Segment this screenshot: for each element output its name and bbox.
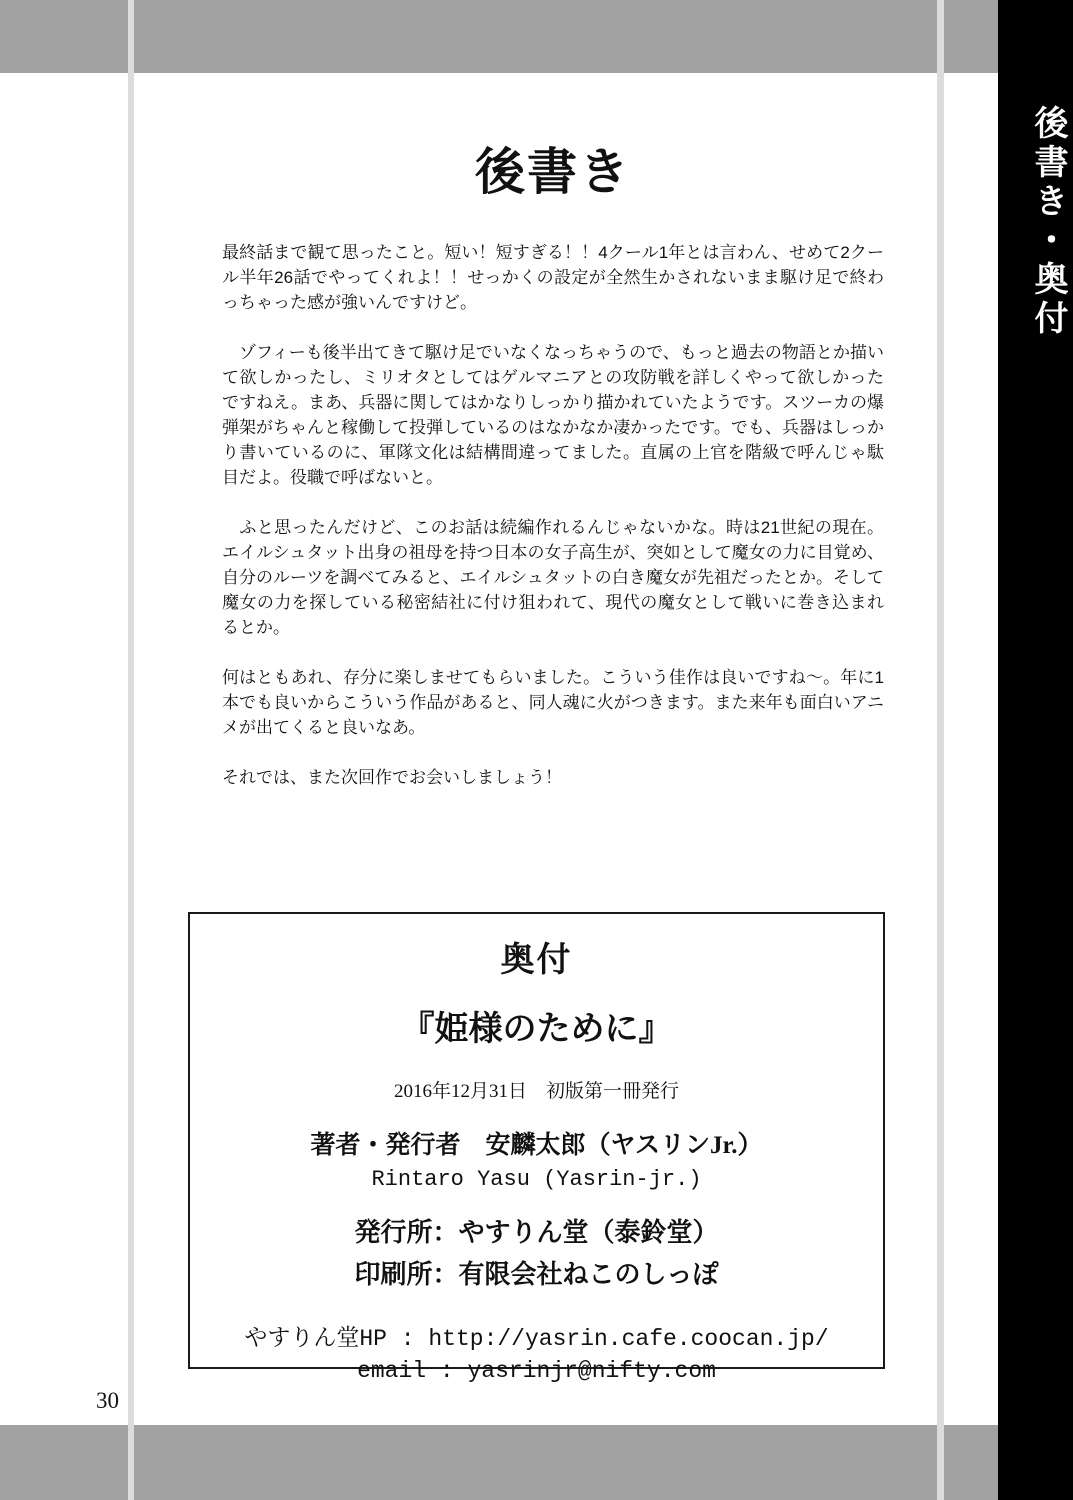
top-gray-band	[0, 0, 998, 73]
bottom-gray-band	[0, 1425, 998, 1500]
chapter-side-tab-label: 後書き・奥付	[1029, 105, 1067, 339]
afterword-paragraph: それでは、また次回作でお会いしましょう！	[222, 768, 562, 787]
left-margin-rule	[128, 0, 134, 1500]
afterword-paragraph: ゾフィーも後半出てきて駆け足でいなくなっちゃうので、もっと過去の物語とか描いて欲しかったし、ミリオタとしてはゲルマニアとの攻防戦を詳しくやって欲しかったですねえ。まあ、兵器に関してはかなりしっかり描かれていたようです。スツーカの爆弾架がちゃんと稼働して投弾しているのはなかなか凄かったです。でも、兵器はしっかり書いているのに、軍隊文化は結構間違ってました。直属の上官を階級で呼んじゃ駄目だよ。役職で呼ばないと。	[222, 343, 884, 487]
colophon-author-romaji: Rintaro Yasu (Yasrin-jr.)	[371, 1167, 702, 1192]
colophon-box	[188, 912, 885, 1384]
colophon-website-url: やすりん堂HP : http://yasrin.cafe.coocan.jp/	[244, 1326, 829, 1352]
afterword-paragraph: ふと思ったんだけど、このお話は続編作れるんじゃないかな。時は21世紀の現在。エイルシュタット出身の祖母を持つ日本の女子高生が、突如として魔女の力に目覚め、自分のルーツを調べてみると、エイルシュタットの白き魔女が先祖だったとか。そして魔女の力を探している秘密結社に付け狙われて、現代の魔女として戦いに巻き込まれるとか。	[222, 518, 884, 637]
colophon-publisher: 発行所：やすりん堂（泰鈴堂）	[354, 1217, 719, 1247]
colophon-printer: 印刷所：有限会社ねこのしっぽ	[354, 1259, 719, 1289]
colophon-edition-date: 2016年12月31日 初版第一冊発行	[393, 1081, 679, 1102]
colophon-heading: 奥付	[500, 941, 573, 979]
colophon-email-address: email : yasrinjr@nifty.com	[357, 1358, 716, 1384]
afterword-body	[222, 240, 884, 815]
afterword-paragraph: 何はともあれ、存分に楽しませてもらいました。こういう佳作は良いですね～。年に1本でも良いからこういう作品があると、同人魂に火がつきます。また来年も面白いアニメが出てくると良いなあ。	[222, 668, 884, 737]
right-margin-rule	[937, 0, 944, 1500]
colophon-author: 著者・発行者 安麟太郎（ヤスリンJr.）	[310, 1132, 763, 1159]
page-title: 後書き	[475, 143, 631, 200]
afterword-paragraph: 最終話まで観て思ったこと。短い！短すぎる！！4クール1年とは言わん、せめて2クール半年26話でやってくれよ！！せっかくの設定が全然生かされないまま駆け足で終わっちゃった感が強いんですけど。	[222, 243, 884, 312]
page-number: 30	[96, 1388, 119, 1413]
chapter-side-tab	[998, 0, 1073, 1500]
colophon-book-title: 『姫様のために』	[400, 1011, 673, 1048]
